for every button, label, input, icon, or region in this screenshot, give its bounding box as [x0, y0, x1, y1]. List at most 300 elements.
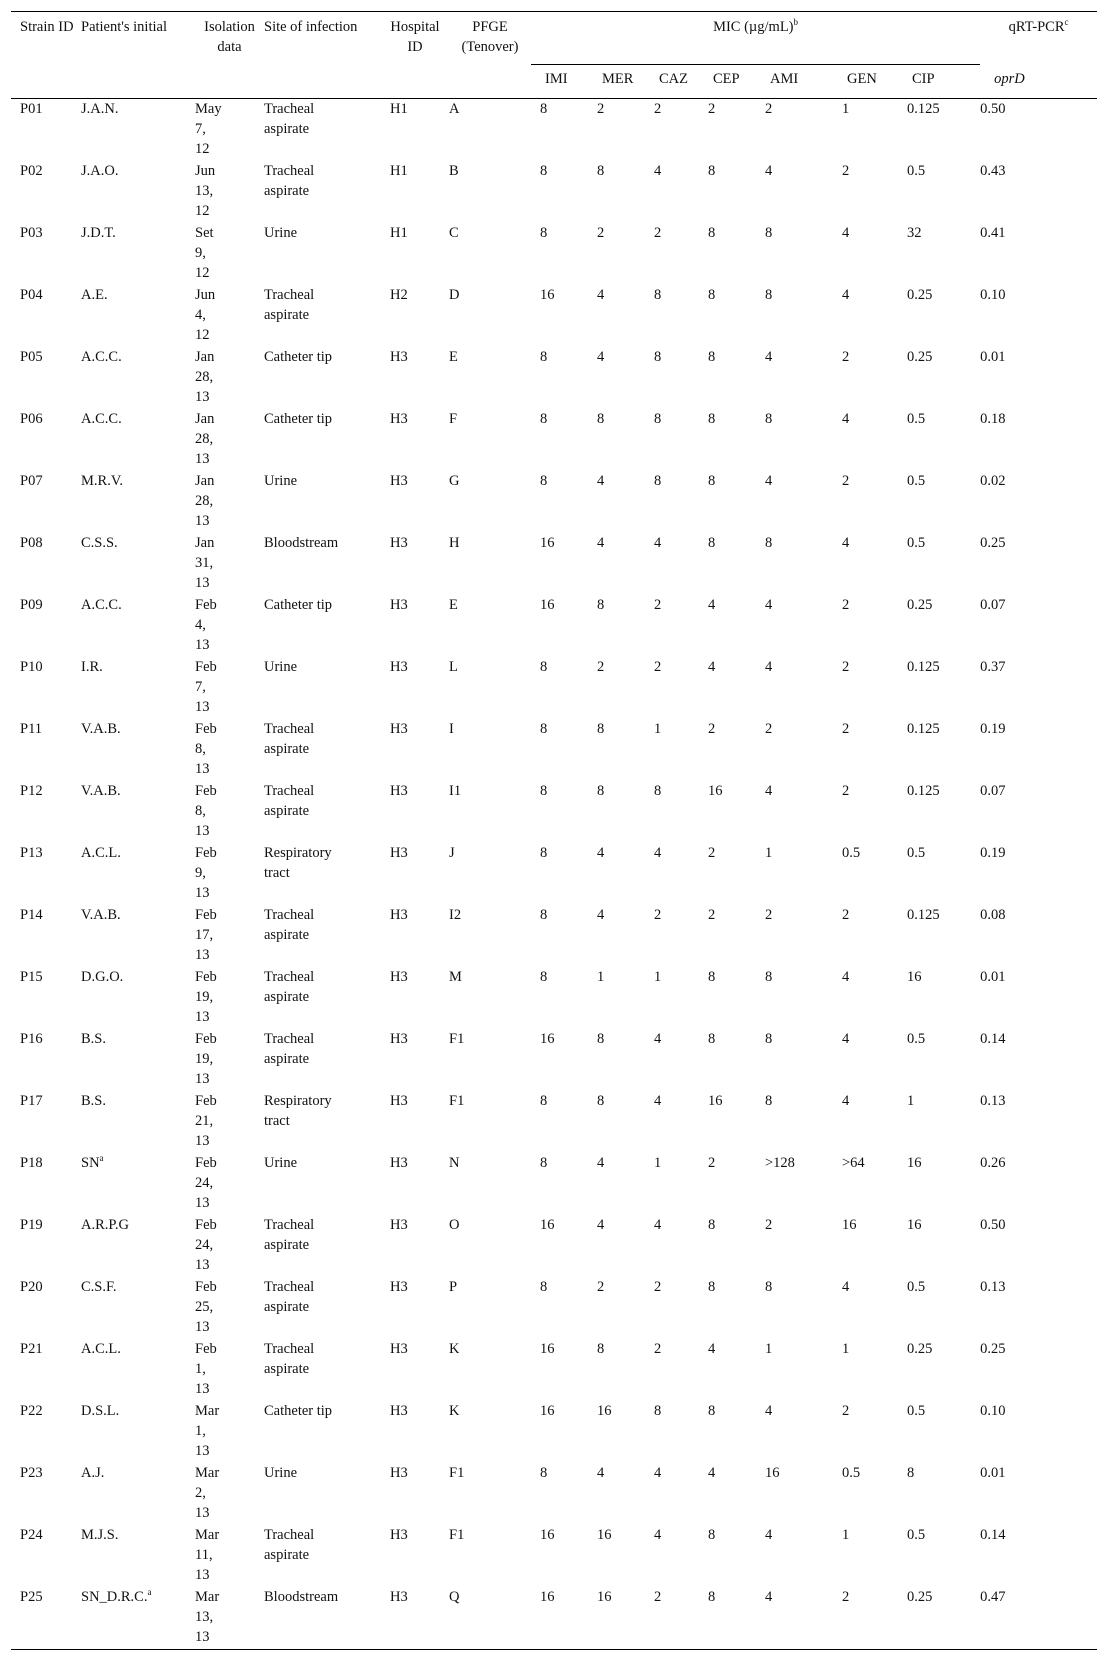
hospital-cell: H1 [390, 101, 408, 117]
col-gen: GEN [847, 71, 877, 87]
mic-ami-cell: 4 [765, 349, 773, 365]
mic-ami-cell: 16 [765, 1465, 780, 1481]
mic-cep-cell: 4 [708, 659, 716, 675]
hospital-cell: H3 [390, 1403, 408, 1419]
mic-cep-cell: 8 [708, 225, 716, 241]
site-cell: Tracheal aspirate [264, 1031, 315, 1067]
mic-imi-cell: 16 [540, 1403, 555, 1419]
strain-id-cell: P03 [20, 225, 43, 241]
hospital-cell: H3 [390, 473, 408, 489]
mic-cep-cell: 8 [708, 163, 716, 179]
isolation-date-cell: Feb 24, 13 [195, 1155, 217, 1211]
mic-cip-cell: 0.5 [907, 1403, 926, 1419]
mic-gen-cell: 2 [842, 597, 850, 613]
site-cell: Tracheal aspirate [264, 101, 315, 137]
oprd-cell: 0.10 [980, 1403, 1006, 1419]
strain-table [11, 11, 1097, 1649]
strain-id-cell: P17 [20, 1093, 43, 1109]
mic-cip-cell: 0.5 [907, 473, 926, 489]
mic-gen-cell: 1 [842, 1341, 850, 1357]
mic-cep-cell: 8 [708, 349, 716, 365]
mic-imi-cell: 8 [540, 473, 548, 489]
mic-gen-cell: 4 [842, 535, 850, 551]
mic-caz-cell: 4 [654, 163, 662, 179]
mic-caz-cell: 1 [654, 969, 662, 985]
isolation-date-cell: Jan 31, 13 [195, 535, 215, 591]
mic-cip-cell: 0.5 [907, 845, 926, 861]
mic-mer-cell: 8 [597, 1031, 605, 1047]
hospital-cell: H3 [390, 907, 408, 923]
mic-ami-cell: 2 [765, 1217, 773, 1233]
site-cell: Tracheal aspirate [264, 1217, 315, 1253]
site-cell: Respiratory tract [264, 845, 332, 881]
isolation-date-cell: Feb 8, 13 [195, 721, 217, 777]
site-cell: Tracheal aspirate [264, 907, 315, 943]
mic-gen-cell: 4 [842, 225, 850, 241]
table-row [11, 967, 1097, 1029]
isolation-date-cell: Mar 1, 13 [195, 1403, 220, 1459]
site-cell: Tracheal aspirate [264, 1527, 315, 1563]
mic-ami-cell: 4 [765, 163, 773, 179]
hospital-cell: H2 [390, 287, 408, 303]
mic-ami-cell: 2 [765, 907, 773, 923]
strain-id-cell: P14 [20, 907, 43, 923]
pfge-cell: I2 [449, 907, 462, 923]
table-row [11, 1587, 1097, 1649]
mic-mer-cell: 4 [597, 287, 605, 303]
mic-mer-cell: 2 [597, 1279, 605, 1295]
pfge-cell: P [449, 1279, 458, 1295]
mic-cep-cell: 8 [708, 1527, 716, 1543]
table-row [11, 533, 1097, 595]
patient-cell: A.E. [81, 287, 108, 303]
table-row [11, 471, 1097, 533]
mic-gen-cell: 16 [842, 1217, 857, 1233]
patient-cell: A.C.C. [81, 411, 122, 427]
mic-cip-cell: 0.5 [907, 1031, 926, 1047]
mic-mer-cell: 8 [597, 1341, 605, 1357]
patient-cell: I.R. [81, 659, 103, 675]
mic-cep-cell: 8 [708, 535, 716, 551]
mic-cip-cell: 0.25 [907, 1341, 933, 1357]
mic-cep-cell: 8 [708, 1589, 716, 1605]
mic-caz-cell: 4 [654, 1031, 662, 1047]
pfge-cell: M [449, 969, 462, 985]
mic-mer-cell: 8 [597, 163, 605, 179]
mic-ami-cell: 1 [765, 1341, 773, 1357]
site-cell: Tracheal aspirate [264, 721, 315, 757]
mic-imi-cell: 8 [540, 845, 548, 861]
mic-gen-cell: 2 [842, 163, 850, 179]
strain-id-cell: P07 [20, 473, 43, 489]
hospital-cell: H1 [390, 225, 408, 241]
site-cell: Tracheal aspirate [264, 1279, 315, 1315]
oprd-cell: 0.02 [980, 473, 1006, 489]
isolation-date-cell: Feb 4, 13 [195, 597, 217, 653]
table-row [11, 1153, 1097, 1215]
oprd-cell: 0.37 [980, 659, 1006, 675]
strain-id-cell: P11 [20, 721, 43, 737]
mic-imi-cell: 8 [540, 721, 548, 737]
col-mic: MIC $(\mu g/mL)^b$ [531, 11, 980, 65]
hospital-cell: H3 [390, 1279, 408, 1295]
hospital-cell: H3 [390, 721, 408, 737]
pfge-cell: Q [449, 1589, 460, 1605]
oprd-cell: 0.01 [980, 349, 1006, 365]
site-cell: Catheter tip [264, 349, 333, 365]
mic-gen-cell: 4 [842, 1279, 850, 1295]
strain-id-cell: P01 [20, 101, 43, 117]
mic-mer-cell: 2 [597, 101, 605, 117]
mic-gen-cell: 2 [842, 659, 850, 675]
site-cell: Tracheal aspirate [264, 163, 315, 199]
isolation-date-cell: Feb 8, 13 [195, 783, 217, 839]
mic-gen-cell: 2 [842, 349, 850, 365]
site-cell: Catheter tip [264, 597, 333, 613]
strain-id-cell: P15 [20, 969, 43, 985]
mic-gen-cell: 4 [842, 411, 850, 427]
site-cell: Urine [264, 659, 298, 675]
mic-caz-cell: 2 [654, 101, 662, 117]
oprd-cell: 0.41 [980, 225, 1006, 241]
col-qrt-pcr: qRT-PCR$^c$ [1008, 17, 1069, 35]
mic-caz-cell: 8 [654, 287, 662, 303]
mic-cip-cell: 0.125 [907, 659, 940, 675]
isolation-date-cell: Jan 28, 13 [195, 411, 215, 467]
mic-caz-cell: 8 [654, 783, 662, 799]
mic-mer-cell: 4 [597, 845, 605, 861]
strain-id-cell: P20 [20, 1279, 43, 1295]
mic-caz-cell: 8 [654, 473, 662, 489]
mic-ami-cell: 8 [765, 1031, 773, 1047]
mic-mer-cell: 4 [597, 1465, 605, 1481]
mic-gen-cell: 0.5 [842, 1465, 861, 1481]
pfge-cell: F1 [449, 1465, 465, 1481]
mic-imi-cell: 16 [540, 535, 555, 551]
site-cell: Tracheal aspirate [264, 783, 315, 819]
table-row [11, 1339, 1097, 1401]
strain-id-cell: P16 [20, 1031, 43, 1047]
mic-gen-cell: 4 [842, 969, 850, 985]
table-row [11, 1215, 1097, 1277]
mic-caz-cell: 8 [654, 411, 662, 427]
mic-caz-cell: 2 [654, 1279, 662, 1295]
strain-id-cell: P06 [20, 411, 43, 427]
mic-imi-cell: 8 [540, 907, 548, 923]
hospital-cell: H3 [390, 1341, 408, 1357]
strain-id-cell: P02 [20, 163, 43, 179]
col-isolation: Isolation data [204, 19, 255, 55]
mic-ami-cell: 1 [765, 845, 773, 861]
mic-mer-cell: 8 [597, 783, 605, 799]
pfge-cell: A [449, 101, 460, 117]
mic-mer-cell: 4 [597, 1217, 605, 1233]
table-row [11, 1401, 1097, 1463]
patient-cell: $SN^a$ [81, 1153, 104, 1171]
mic-imi-cell: 8 [540, 1279, 548, 1295]
mic-gen-cell: 0.5 [842, 845, 861, 861]
pfge-cell: L [449, 659, 458, 675]
oprd-cell: 0.19 [980, 721, 1006, 737]
mic-ami-cell: 4 [765, 1403, 773, 1419]
mic-cep-cell: 8 [708, 969, 716, 985]
isolation-date-cell: Feb 19, 13 [195, 1031, 217, 1087]
patient-cell: M.R.V. [81, 473, 124, 489]
mic-cip-cell: 32 [907, 225, 922, 241]
mic-caz-cell: 4 [654, 845, 662, 861]
pfge-cell: N [449, 1155, 460, 1171]
mic-imi-cell: 8 [540, 411, 548, 427]
mic-cip-cell: 0.25 [907, 597, 933, 613]
isolation-date-cell: Jan 28, 13 [195, 473, 215, 529]
mic-caz-cell: 2 [654, 907, 662, 923]
site-cell: Urine [264, 473, 298, 489]
table-row [11, 409, 1097, 471]
patient-cell: V.A.B. [81, 907, 121, 923]
strain-id-cell: P23 [20, 1465, 43, 1481]
mic-mer-cell: 4 [597, 1155, 605, 1171]
mic-mer-cell: 4 [597, 907, 605, 923]
mic-cip-cell: 0.5 [907, 535, 926, 551]
patient-cell: A.C.L. [81, 845, 121, 861]
mic-cep-cell: 2 [708, 101, 716, 117]
mic-ami-cell: 8 [765, 969, 773, 985]
mic-cep-cell: 8 [708, 1279, 716, 1295]
hospital-cell: H3 [390, 845, 408, 861]
mic-mer-cell: 2 [597, 659, 605, 675]
mic-mer-cell: 4 [597, 349, 605, 365]
hospital-cell: H3 [390, 1031, 408, 1047]
patient-cell: V.A.B. [81, 783, 121, 799]
mic-mer-cell: 8 [597, 721, 605, 737]
mic-ami-cell: 8 [765, 1093, 773, 1109]
mic-cip-cell: 0.5 [907, 1527, 926, 1543]
mic-imi-cell: 8 [540, 163, 548, 179]
pfge-cell: J [449, 845, 455, 861]
mic-gen-cell: 2 [842, 473, 850, 489]
pfge-cell: F1 [449, 1031, 465, 1047]
strain-id-cell: P09 [20, 597, 43, 613]
strain-id-cell: P08 [20, 535, 43, 551]
table-row [11, 657, 1097, 719]
table-row [11, 1525, 1097, 1587]
col-pfge: PFGE (Tenover) [461, 19, 519, 55]
mic-gen-cell: 2 [842, 721, 850, 737]
hospital-cell: H3 [390, 1527, 408, 1543]
mic-imi-cell: 8 [540, 349, 548, 365]
oprd-cell: 0.50 [980, 1217, 1006, 1233]
mic-cip-cell: 0.125 [907, 783, 940, 799]
mic-mer-cell: 2 [597, 225, 605, 241]
mic-imi-cell: 16 [540, 597, 555, 613]
isolation-date-cell: Mar 13, 13 [195, 1589, 220, 1645]
mic-ami-cell: 4 [765, 1589, 773, 1605]
site-cell: Catheter tip [264, 1403, 333, 1419]
site-cell: Urine [264, 1155, 298, 1171]
mic-mer-cell: 16 [597, 1527, 612, 1543]
mic-caz-cell: 1 [654, 1155, 662, 1171]
site-cell: Bloodstream [264, 1589, 339, 1605]
mic-cep-cell: 8 [708, 473, 716, 489]
col-oprd: oprD [994, 70, 1025, 87]
mic-cip-cell: 0.125 [907, 721, 940, 737]
patient-cell: A.R.P.G [81, 1217, 129, 1233]
isolation-date-cell: Jun 13, 12 [195, 163, 216, 219]
mic-cep-cell: 2 [708, 907, 716, 923]
mic-imi-cell: 16 [540, 1217, 555, 1233]
oprd-cell: 0.25 [980, 535, 1006, 551]
patient-cell: J.A.O. [81, 163, 119, 179]
oprd-cell: 0.26 [980, 1155, 1006, 1171]
table-row [11, 1029, 1097, 1091]
table-row [11, 347, 1097, 409]
table-row [11, 843, 1097, 905]
mic-gen-cell: 2 [842, 1403, 850, 1419]
site-cell: Tracheal aspirate [264, 969, 315, 1005]
mic-cip-cell: 0.125 [907, 907, 940, 923]
mic-mer-cell: 8 [597, 1093, 605, 1109]
pfge-cell: K [449, 1403, 460, 1419]
table-row [11, 223, 1097, 285]
mic-cep-cell: 2 [708, 1155, 716, 1171]
strain-id-cell: P22 [20, 1403, 43, 1419]
mic-caz-cell: 4 [654, 1217, 662, 1233]
site-cell: Bloodstream [264, 535, 339, 551]
mic-cip-cell: 0.5 [907, 411, 926, 427]
oprd-cell: 0.07 [980, 783, 1006, 799]
mic-gen-cell: 1 [842, 101, 850, 117]
isolation-date-cell: Mar 2, 13 [195, 1465, 220, 1521]
mic-cep-cell: 2 [708, 845, 716, 861]
mic-cep-cell: 8 [708, 1217, 716, 1233]
isolation-date-cell: Feb 17, 13 [195, 907, 217, 963]
mic-ami-cell: >128 [765, 1155, 795, 1171]
patient-cell: A.C.C. [81, 349, 122, 365]
hospital-cell: H3 [390, 783, 408, 799]
mic-cip-cell: 16 [907, 969, 922, 985]
mic-imi-cell: 8 [540, 1093, 548, 1109]
table-row [11, 905, 1097, 967]
hospital-cell: H1 [390, 163, 408, 179]
col-hospital: Hospital ID [390, 19, 440, 55]
mic-cip-cell: 0.25 [907, 287, 933, 303]
mic-ami-cell: 8 [765, 535, 773, 551]
mic-imi-cell: 16 [540, 1341, 555, 1357]
oprd-cell: 0.19 [980, 845, 1006, 861]
mic-cep-cell: 4 [708, 1341, 716, 1357]
hospital-cell: H3 [390, 411, 408, 427]
table-row [11, 285, 1097, 347]
pfge-cell: F1 [449, 1527, 465, 1543]
mic-mer-cell: 4 [597, 535, 605, 551]
mic-cep-cell: 2 [708, 721, 716, 737]
pfge-cell: I [449, 721, 454, 737]
table-row [11, 1091, 1097, 1153]
patient-cell: SN_D.R.C.$^a$ [81, 1587, 152, 1605]
mic-ami-cell: 4 [765, 597, 773, 613]
patient-cell: B.S. [81, 1031, 106, 1047]
table-row [11, 1463, 1097, 1525]
patient-cell: V.A.B. [81, 721, 121, 737]
mic-gen-cell: 2 [842, 907, 850, 923]
mic-caz-cell: 2 [654, 1341, 662, 1357]
isolation-date-cell: Mar 11, 13 [195, 1527, 220, 1583]
mic-mer-cell: 8 [597, 411, 605, 427]
col-site: Site of infection [264, 19, 358, 35]
pfge-cell: C [449, 225, 459, 241]
pfge-cell: H [449, 535, 460, 551]
hospital-cell: H3 [390, 1217, 408, 1233]
oprd-cell: 0.08 [980, 907, 1006, 923]
isolation-date-cell: Feb 24, 13 [195, 1217, 217, 1273]
oprd-cell: 0.13 [980, 1279, 1006, 1295]
isolation-date-cell: Set 9, 12 [195, 225, 214, 281]
site-cell: Tracheal aspirate [264, 1341, 315, 1377]
oprd-cell: 0.13 [980, 1093, 1006, 1109]
col-mer: MER [602, 71, 634, 87]
mic-ami-cell: 4 [765, 1527, 773, 1543]
mic-cip-cell: 0.125 [907, 101, 940, 117]
site-cell: Tracheal aspirate [264, 287, 315, 323]
hospital-cell: H3 [390, 1465, 408, 1481]
pfge-cell: O [449, 1217, 460, 1233]
mic-ami-cell: 4 [765, 659, 773, 675]
site-cell: Respiratory tract [264, 1093, 332, 1129]
mic-ami-cell: 8 [765, 411, 773, 427]
pfge-cell: I1 [449, 783, 462, 799]
patient-cell: D.G.O. [81, 969, 124, 985]
mic-gen-cell: 2 [842, 1589, 850, 1605]
mic-cip-cell: 16 [907, 1217, 922, 1233]
mic-gen-cell: >64 [842, 1155, 865, 1171]
patient-cell: J.D.T. [81, 225, 116, 241]
mic-caz-cell: 2 [654, 1589, 662, 1605]
oprd-cell: 0.10 [980, 287, 1006, 303]
pfge-cell: E [449, 349, 458, 365]
isolation-date-cell: Feb 19, 13 [195, 969, 217, 1025]
mic-cep-cell: 4 [708, 1465, 716, 1481]
oprd-cell: 0.01 [980, 1465, 1006, 1481]
mic-cep-cell: 8 [708, 1403, 716, 1419]
oprd-cell: 0.07 [980, 597, 1006, 613]
mic-cep-cell: 8 [708, 411, 716, 427]
isolation-date-cell: Jan 28, 13 [195, 349, 215, 405]
mic-ami-cell: 2 [765, 101, 773, 117]
mic-mer-cell: 16 [597, 1589, 612, 1605]
table-row [11, 99, 1097, 162]
mic-imi-cell: 8 [540, 783, 548, 799]
hospital-cell: H3 [390, 1093, 408, 1109]
oprd-cell: 0.18 [980, 411, 1006, 427]
oprd-cell: 0.14 [980, 1031, 1006, 1047]
isolation-date-cell: Feb 1, 13 [195, 1341, 217, 1397]
strain-id-cell: P12 [20, 783, 43, 799]
pfge-cell: E [449, 597, 458, 613]
patient-cell: C.S.S. [81, 535, 118, 551]
oprd-cell: 0.43 [980, 163, 1006, 179]
hospital-cell: H3 [390, 1589, 408, 1605]
strain-id-cell: P25 [20, 1589, 43, 1605]
mic-imi-cell: 16 [540, 1527, 555, 1543]
isolation-date-cell: Feb 9, 13 [195, 845, 217, 901]
mic-cep-cell: 4 [708, 597, 716, 613]
mic-cip-cell: 0.25 [907, 1589, 933, 1605]
mic-imi-cell: 16 [540, 287, 555, 303]
oprd-cell: 0.01 [980, 969, 1006, 985]
isolation-date-cell: May 7, 12 [195, 101, 222, 157]
strain-id-cell: P13 [20, 845, 43, 861]
strain-id-cell: P18 [20, 1155, 43, 1171]
